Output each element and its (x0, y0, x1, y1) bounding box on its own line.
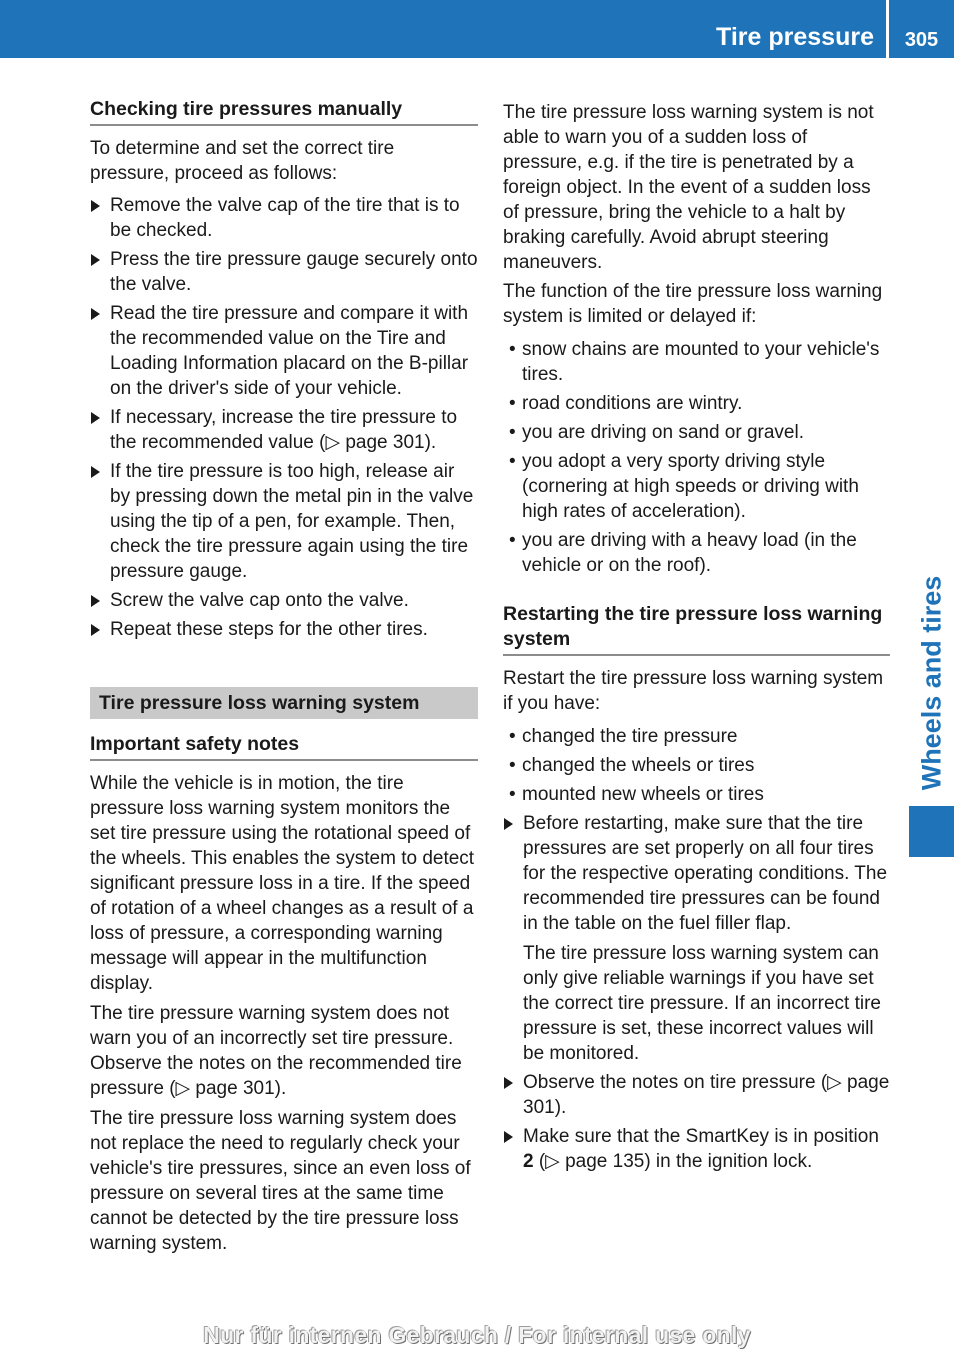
restart-steps (503, 811, 890, 1174)
list-item: • changed the wheels or tires (509, 755, 755, 776)
list-item: • snow chains are mounted to your vehicle's tires. (509, 339, 880, 385)
list-item: • you are driving with a heavy load (in the vehicle or on the roof). (509, 530, 857, 576)
restart-intro: Restart the tire pressure loss warning system if you have: (503, 668, 884, 714)
triangle-arrow-icon (91, 466, 100, 478)
side-tab-label: Wheels and tires (916, 575, 946, 791)
step-item: Screw the valve cap onto the valve. (90, 588, 478, 613)
triangle-arrow-icon (91, 624, 100, 636)
list-item: • changed the tire pressure (509, 726, 738, 747)
right-column (503, 95, 890, 1178)
list-item: • road conditions are wintry. (509, 393, 743, 414)
side-tab (909, 572, 954, 794)
triangle-arrow-icon (91, 254, 100, 266)
step-item: If necessary, increase the tire pressure to the recommended value (▷ page 301). (90, 405, 478, 455)
step-note: The tire pressure loss warning system can only give reliable warnings if you have set the correct tire pressure. If an incorrect tire pressure is set, these incorrect values will be monitored. (523, 943, 881, 1064)
safety-notes-heading: Important safety notes (90, 732, 478, 761)
triangle-arrow-icon (91, 200, 100, 212)
triangle-arrow-icon (504, 1131, 513, 1143)
step-item: If the tire pressure is too high, release air by pressing down the metal pin in the valve using the tip of a pen, for example. Then, check the tire pressure again using the tire pressure gauge. (90, 459, 478, 584)
restart-heading: Restarting the tire pressure loss warning system (503, 602, 890, 656)
step-item: Repeat these steps for the other tires. (90, 617, 478, 642)
step-item: Press the tire pressure gauge securely onto the valve. (90, 247, 478, 297)
sudden-loss-paragraph: The tire pressure loss warning system is not able to warn you of a sudden loss of pressure, e.g. if the tire is penetrated by a foreign object. In the event of a sudden loss of pressure, bring the vehicle to a halt by braking carefully. Avoid abrupt steering maneuvers. (503, 102, 874, 273)
triangle-arrow-icon (91, 412, 100, 424)
checking-heading: Checking tire pressures manually (90, 97, 478, 126)
list-item: • you adopt a very sporty driving style (cornering at high speeds or driving with high rates of acceleration). (509, 451, 859, 522)
page-number: 305 (904, 29, 939, 51)
safety-paragraph: The tire pressure loss warning system does not replace the need to regularly check your vehicle's tire pressures, since an even loss of pressure on several tires at the same time cannot be detected by the tire pressure loss warning system. (90, 1108, 471, 1254)
checking-intro: To determine and set the correct tire pressure, proceed as follows: (90, 138, 395, 184)
limitations-intro: The function of the tire pressure loss warning system is limited or delayed if: (503, 281, 883, 327)
step-item: Observe the notes on tire pressure (▷ page 301). (503, 1070, 890, 1120)
list-item: • you are driving on sand or gravel. (509, 422, 804, 443)
step-item: Remove the valve cap of the tire that is to be checked. (90, 193, 478, 243)
triangle-arrow-icon (91, 595, 100, 607)
safety-paragraph: While the vehicle is in motion, the tire pressure loss warning system monitors the set tire pressure using the rotational speed of the wheels. This enables the system to detect significant pressure loss in a tire. If the speed of rotation of a wheel changes as a result of a loss of pressure, a corresponding warning message will appear in the multifunction display. (90, 773, 475, 994)
header-bar (0, 0, 954, 58)
triangle-arrow-icon (504, 1077, 513, 1089)
side-tab-marker (909, 806, 954, 857)
restart-reasons (503, 724, 890, 807)
list-item: • mounted new wheels or tires (509, 784, 764, 805)
limitation-list (503, 337, 890, 578)
step-item: Before restarting, make sure that the tire pressures are set properly on all four tires for the respective operating conditions. The recommended tire pressures can be found in the table on the fuel filler flap. The tire pressure loss warning system can only give reliable warnings if you have set the correct tire pressure. If an incorrect tire pressure is set, these incorrect values will be monitored. (503, 811, 890, 1066)
checking-steps (90, 193, 478, 642)
step-item: Make sure that the SmartKey is in position 2 (▷ page 135) in the ignition lock. (503, 1124, 890, 1174)
key-position: 2 (523, 1151, 534, 1172)
triangle-arrow-icon (91, 308, 100, 320)
safety-paragraph: The tire pressure warning system does not warn you of an incorrectly set tire pressure. Observe the notes on the recommended tire pressure (▷ page 301). (90, 1003, 462, 1099)
warning-system-heading: Tire pressure loss warning system (90, 687, 478, 719)
header-title: Tire pressure (716, 23, 874, 51)
triangle-arrow-icon (504, 818, 513, 830)
footer-watermark: Nur für internen Gebrauch / For internal use only (203, 1322, 751, 1348)
step-item: Read the tire pressure and compare it with the recommended value on the Tire and Loading Information placard on the B-pillar on the driver's side of your vehicle. (90, 301, 478, 401)
left-column (90, 95, 478, 1256)
